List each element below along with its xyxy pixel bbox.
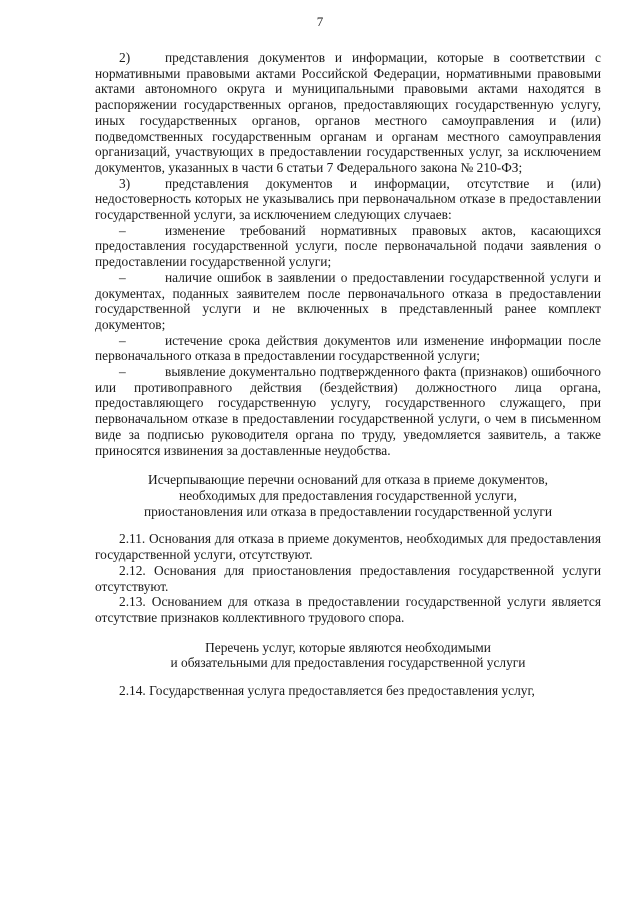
case-text: наличие ошибок в заявлении о предоставлении государственной услуги и документах, поданных заявителем после первоначального отказа в предоставлении государственной услуги и не включенных в представленный ранее комплект документов; — [95, 269, 601, 332]
list-marker: 2) — [119, 50, 131, 65]
dash-marker: – — [119, 364, 126, 380]
paragraph-2-13: 2.13. Основанием для отказа в предоставлении государственной услуги является отсутствие признаков коллективного трудового спора. — [95, 594, 601, 625]
case-item — [95, 223, 601, 270]
paragraph-2-14: 2.14. Государственная услуга предоставляется без предоставления услуг, — [119, 683, 535, 699]
heading-line: приостановления или отказа в предоставлении государственной услуги — [143, 503, 553, 519]
heading-line: Исчерпывающие перечни оснований для отказа в приеме документов, — [148, 472, 548, 488]
list-item-2 — [95, 50, 601, 176]
section-heading-required-services — [95, 640, 601, 671]
case-item — [95, 270, 601, 333]
page-number: 7 — [316, 14, 324, 29]
case-item — [95, 333, 601, 364]
case-text: истечение срока действия документов или изменение информации после первоначального отказа в предоставлении государственной услуги; — [95, 332, 601, 364]
dash-marker: – — [119, 222, 126, 238]
document-body — [95, 50, 601, 699]
section-heading-refusal-grounds — [95, 472, 601, 519]
dash-marker: – — [119, 332, 126, 348]
paragraph-2-12: 2.12. Основания для приостановления предоставления государственной услуги отсутствуют. — [95, 562, 601, 594]
list-item-3 — [95, 176, 601, 223]
heading-line: Перечень услуг, которые являются необходимыми — [205, 639, 491, 655]
case-item — [95, 364, 601, 458]
list-marker: 3) — [119, 175, 131, 191]
paragraph-2-11: 2.11. Основания для отказа в приеме документов, необходимых для предоставления государственной услуги, отсутствуют. — [95, 531, 601, 563]
heading-line: и обязательными для предоставления государственной услуги — [170, 655, 526, 671]
case-text: изменение требований нормативных правовых актов, касающихся предоставления государственной услуги, после первоначальной подачи заявления о предоставлении государственной услуги; — [95, 222, 601, 270]
heading-line: необходимых для предоставления государственной услуги, — [179, 487, 517, 503]
list-item-text: представления документов и информации, отсутствие и (или) недостоверность которых не указывались при первоначальном отказе в предоставлении государственной услуги, за исключением следующих случаев: — [95, 175, 601, 223]
list-item-text: представления документов и информации, которые в соответствии с нормативными правовыми актами Российской Федерации, нормативными правовыми актами автономного округа и муниципальными правовыми актами находятся в распоряжении государственных органов, предоставляющих государственную услугу, иных государственных органов, органов местного самоуправления и (или) подведомственных государственным органам и органам местного самоуправления организаций, участвующих в предоставлении государственных услуг, за исключением документов, указанных в части 6 статьи 7 Федерального закона № 210-ФЗ; — [95, 50, 601, 175]
case-text: выявление документально подтвержденного факта (признаков) ошибочного или противоправного действия (бездействия) должностного лица органа, предоставляющего государственную услугу, государственного служащего, при первоначальном отказе в предоставлении государственной услуги, о чем в письменном виде за подписью руководителя органа по труду, уведомляется заявитель, а также приносятся извинения за доставленные неудобства. — [95, 364, 601, 458]
dash-marker: – — [119, 269, 126, 285]
